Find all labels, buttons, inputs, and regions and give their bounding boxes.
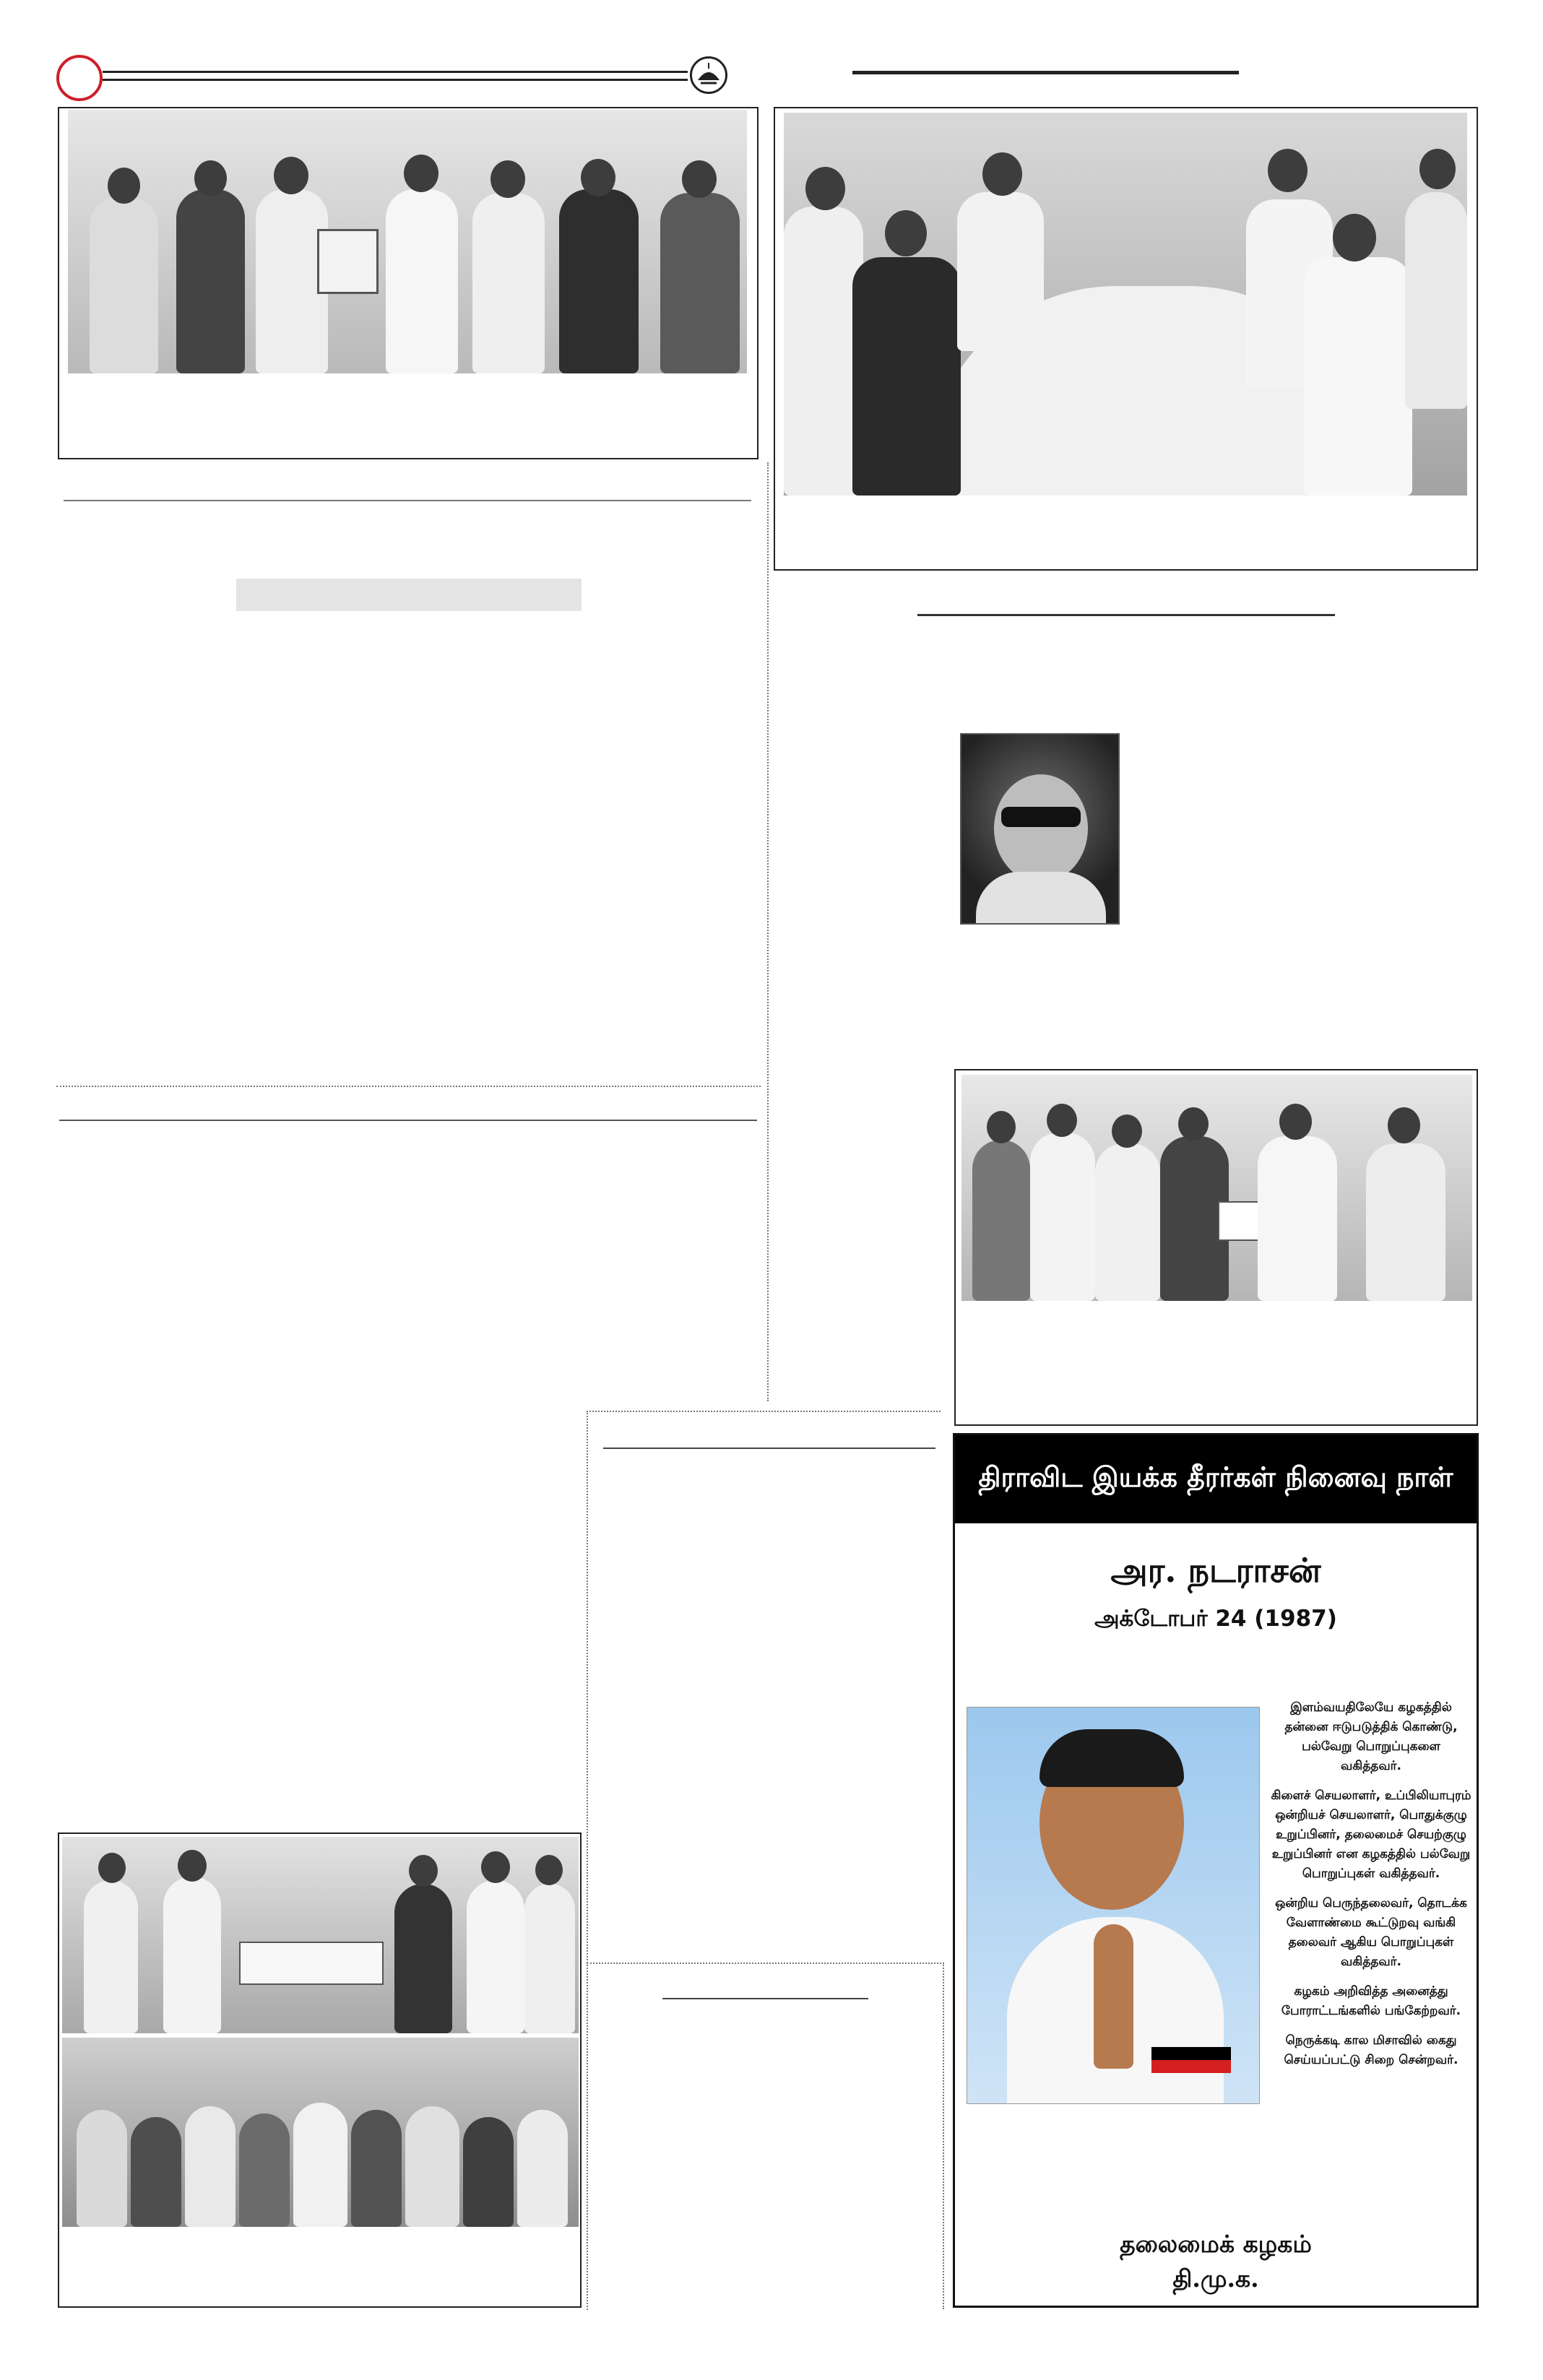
dotted-rule-centre-right — [943, 1963, 944, 2309]
photo-award-ceremony — [68, 110, 747, 373]
memorial-banner-text: திராவிட இயக்க தீரர்கள் நினைவு நாள் — [978, 1461, 1453, 1493]
dotted-rule-centre-mid — [587, 1963, 944, 1964]
photo-welfare-event-frame — [58, 1832, 582, 2308]
memorial-footer-party: தி.மு.க. — [1172, 2264, 1259, 2293]
rule-centre-1 — [603, 1448, 935, 1449]
dotted-rule-centre-left — [587, 1411, 588, 2310]
dotted-rule-left — [56, 1086, 761, 1087]
memorial-bio-2: கிளைச் செயலாளர், உப்பிலியாபுரம் ஒன்றியச் செயலாளர், பொதுக்குழு உறுப்பினர், தலைமைச் செயற்குழு உறுப்பினர் என கழகத்தில் பல்வேறு பொறுப்புகள் வகித்தவர். — [1271, 1788, 1471, 1881]
memorial-footer-org: தலைமைக் கழகம் — [1120, 2230, 1312, 2258]
dotted-rule-centre-top — [587, 1411, 941, 1412]
memorial-bio-3: ஒன்றிய பெருந்தலைவர், தொடக்க வேளாண்மை கூட்டுறவு வங்கி தலைவர் ஆகிய பொறுப்புகள் வகித்தவர். — [1275, 1896, 1467, 1969]
grey-tag-bar — [236, 579, 582, 611]
masthead-double-rule — [103, 71, 688, 81]
memorial-name: அர. நடராசன் — [1110, 1551, 1321, 1590]
memorial-date: அக்டோபர் 24 (1987) — [1094, 1606, 1337, 1632]
rule-left-1 — [64, 500, 751, 501]
photo-certificate — [961, 1075, 1472, 1301]
photo-award-ceremony-frame — [58, 107, 758, 459]
masthead-right-rule — [852, 71, 1239, 74]
photo-tribute — [784, 113, 1467, 496]
memorial-bio-4: கழகம் அறிவித்த அனைத்து போராட்டங்களில் பங்கேற்றவர். — [1281, 1984, 1461, 2018]
portrait-leader — [960, 733, 1120, 925]
rule-left-2 — [59, 1120, 757, 1121]
rule-centre-2 — [662, 1998, 868, 1999]
memorial-box — [953, 1433, 1479, 2308]
red-circle-icon — [56, 55, 103, 101]
memorial-bio-1: இளம்வயதிலேயே கழகத்தில் தன்னை ஈடுபடுத்திக் கொண்டு, பல்வேறு பொறுப்புகளை வகித்தவர். — [1284, 1700, 1458, 1773]
photo-tribute-frame — [774, 107, 1478, 571]
masthead — [0, 0, 1543, 101]
column-divider — [767, 462, 769, 1401]
rule-right-1 — [917, 614, 1335, 616]
photo-welfare-cheque — [62, 1837, 579, 2033]
memorial-portrait — [967, 1707, 1260, 2104]
memorial-bio — [1270, 1698, 1472, 2070]
photo-welfare-audience — [62, 2038, 579, 2227]
photo-certificate-frame — [954, 1069, 1478, 1426]
memorial-banner — [955, 1435, 1477, 1523]
memorial-bio-5: நெருக்கடி கால மிசாவில் கைது செய்யப்பட்டு சிறை சென்றவர். — [1284, 2033, 1458, 2067]
rising-sun-emblem-icon — [690, 56, 727, 94]
